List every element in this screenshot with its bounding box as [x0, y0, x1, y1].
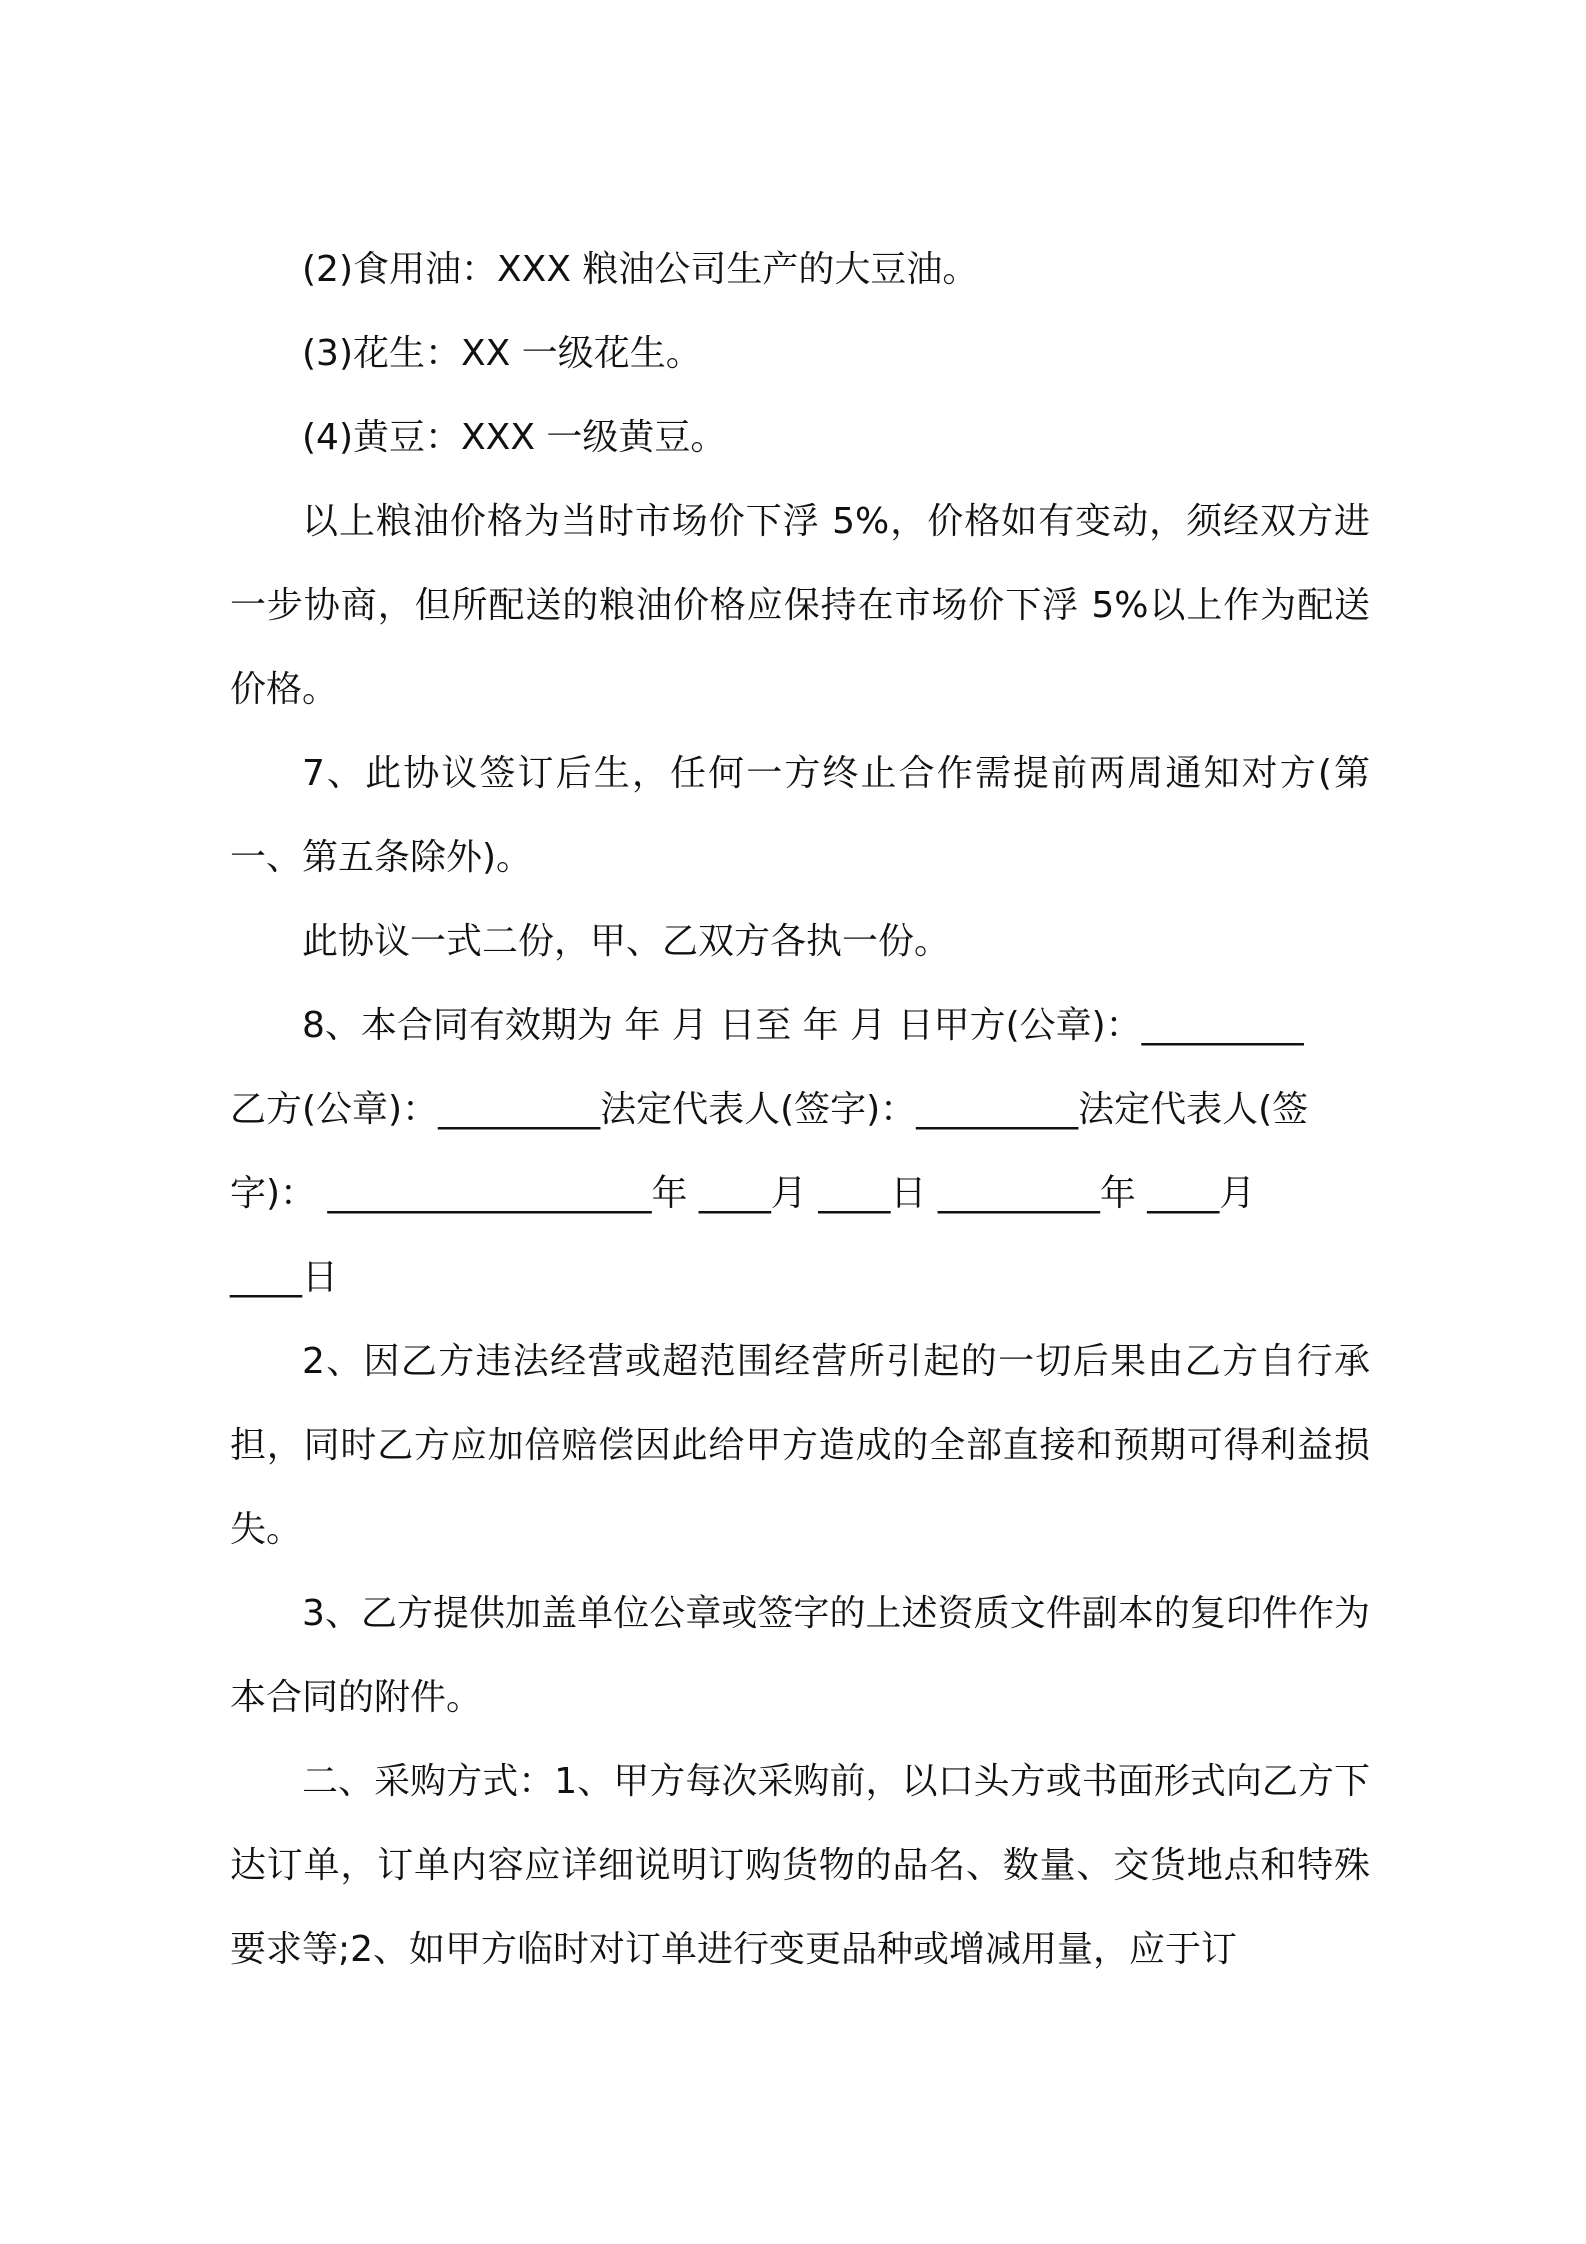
copies-clause: 此协议一式二份，甲、乙双方各执一份。	[302, 921, 951, 962]
clause-2: 2、因乙方违法经营或超范围经营所引起的一切后果由乙方自行承担，同时乙方应加倍赔偿因此给甲方造成的全部直接和预期可得利益损失。	[230, 1341, 1370, 1550]
clause-7: 7、此协议签订后生，任何一方终止合作需提前两周通知对方(第一、第五条除外)。	[230, 753, 1370, 878]
clause-8-signature-block	[230, 984, 1370, 1320]
purchase-method-clause: 二、采购方式：1、甲方每次采购前，以口头方或书面形式向乙方下达订单，订单内容应详细说明订购货物的品名、数量、交货地点和特殊要求等;2、如甲方临时对订单进行变更品种或增减用量，应于订	[230, 1761, 1370, 1970]
clause-8-line: 字)： __________________年 ____月 ____日 _________年 ____月	[230, 1173, 1256, 1214]
clause-8-line: 8、本合同有效期为 年 月 日至 年 月 日甲方(公章)：_________	[302, 1005, 1304, 1046]
clause-8-line: ____日	[230, 1257, 339, 1298]
list-item-soybean: (4)黄豆：XXX 一级黄豆。	[302, 417, 727, 458]
clause-8-line: 乙方(公章)：_________法定代表人(签字)：_________法定代表人(签	[230, 1089, 1309, 1130]
price-clause: 以上粮油价格为当时市场价下浮 5%，价格如有变动，须经双方进一步协商，但所配送的粮油价格应保持在市场价下浮 5%以上作为配送价格。	[230, 501, 1370, 710]
clause-3: 3、乙方提供加盖单位公章或签字的上述资质文件副本的复印件作为本合同的附件。	[230, 1593, 1370, 1718]
list-item-peanut: (3)花生：XX 一级花生。	[302, 333, 702, 374]
document-body	[230, 228, 1370, 1992]
list-item-edible-oil: (2)食用油：XXX 粮油公司生产的大豆油。	[302, 249, 979, 290]
